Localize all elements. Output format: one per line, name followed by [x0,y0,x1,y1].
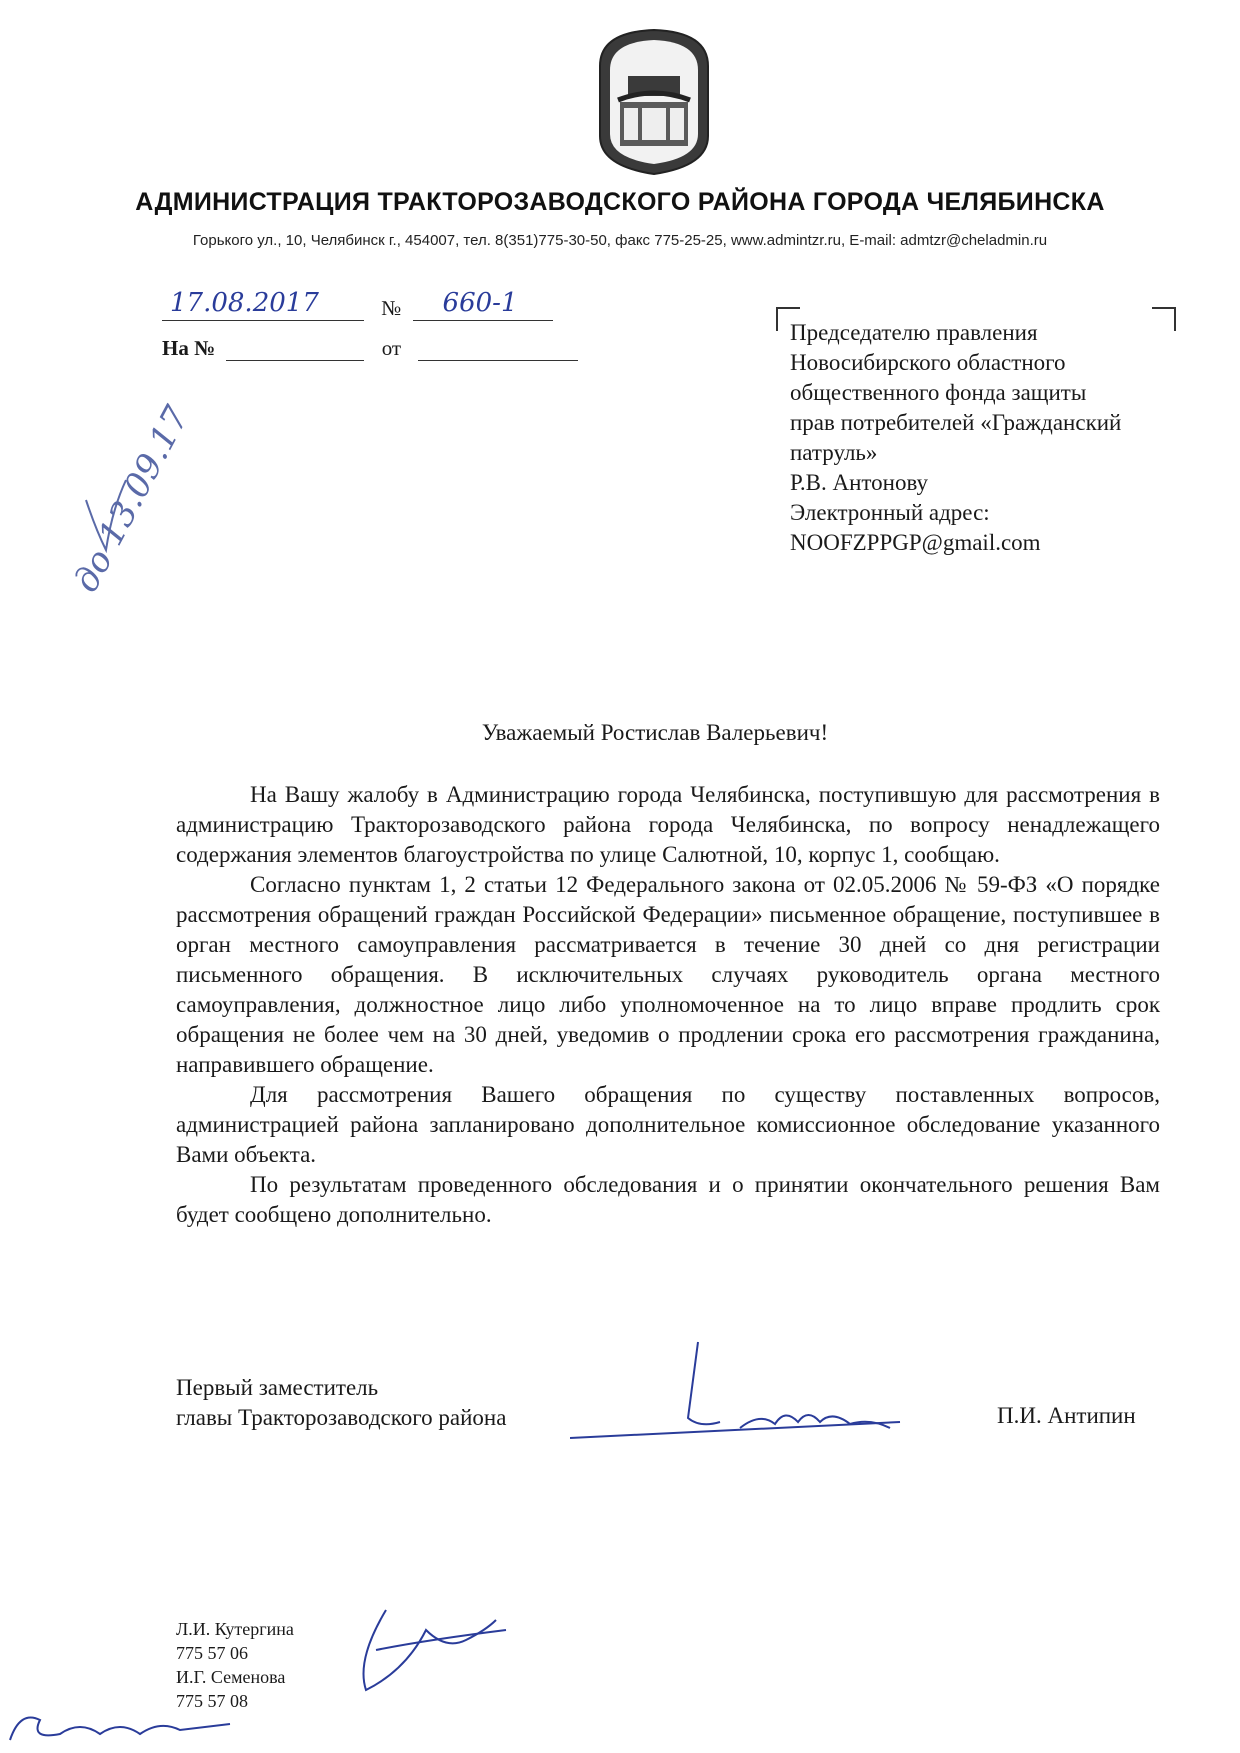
organization-title: АДМИНИСТРАЦИЯ ТРАКТОРОЗАВОДСКОГО РАЙОНА ГОРОДА ЧЕЛЯБИНСКА [135,188,1105,216]
executor-name: Л.И. Кутергина [176,1619,294,1639]
marginal-note [66,399,246,670]
date-field [162,288,364,321]
salutation: Уважаемый Ростислав Валерьевич! [481,720,829,745]
from-label: от [381,336,402,360]
marginal-deadline-note: до 13.09.17 [66,399,198,599]
reference-number-field [226,336,364,361]
reference-row [162,336,578,361]
reference-label: На № [162,336,216,360]
signer-role [176,1373,506,1433]
signer-role-line2: главы Тракторозаводского района [176,1405,507,1430]
body-paragraph: Согласно пунктам 1, 2 статьи 12 Федерального закона от 02.05.2006 № 59-ФЗ «О порядке рассмотрения обращений граждан Российской Федерации» письменное обращение, поступившее в орган местного самоуправления рассматривается в течение 30 дней со дня регистрации письменного обращения. В исключительных случаях руководитель органа местного самоуправления, должностное лицо либо уполномоченное на то лицо вправе продлить срок обращения не более чем на 30 дней, уведомив о продлении срока его рассмотрения гражданина, направившего обращение. [176,872,1160,1077]
recipient-line: Новосибирского областного [790,350,1066,375]
executor-phone: 775 57 06 [176,1643,248,1663]
recipient-email: NOOFZPPGP@gmail.com [790,530,1041,555]
district-crest [594,26,714,176]
reference-date-field [418,336,578,361]
registration-row [162,288,553,321]
organization-contacts: Горького ул., 10, Челябинск г., 454007, тел. 8(351)775-30-50, факс 775-25-25, www.admintzr.ru, E-mail: admtzr@cheladmin.ru [192,232,1048,249]
signer-name: П.И. Антипин [997,1403,1136,1428]
recipient-line: прав потребителей «Гражданский [790,410,1122,435]
recipient-line: Электронный адрес: [790,500,990,525]
executor-signature [346,1600,516,1705]
number-label: № [381,296,402,320]
recipient-line: патруль» [790,440,878,465]
handwritten-number: 660-1 [442,288,518,318]
body-paragraph: По результатам проведенного обследования и о принятии окончательного решения Вам будет сообщено дополнительно. [176,1172,1160,1227]
recipient-line: общественного фонда защиты [790,380,1087,405]
bottom-left-signature [0,1700,240,1753]
signer-role-line1: Первый заместитель [176,1375,379,1400]
handwritten-date: 17.08.2017 [170,288,319,318]
body-paragraph: Для рассмотрения Вашего обращения по существу поставленных вопросов, администрацией района запланировано дополнительное комиссионное обследование указанного Вами объекта. [176,1082,1160,1167]
recipient-line: Председателю правления [790,320,1038,345]
body-paragraph: На Вашу жалобу в Администрацию города Челябинска, поступившую для рассмотрения в администрацию Тракторозаводского района города Челябинска, по вопросу ненадлежащего содержания элементов благоустройства по улице Салютной, 10, корпус 1, сообщаю. [176,782,1160,867]
handwritten-signature [570,1338,910,1453]
recipient-block [790,318,1210,558]
letter-body [176,780,1160,1230]
executor-name: И.Г. Семенова [176,1667,286,1687]
recipient-line: Р.В. Антонову [790,470,929,495]
number-field [413,288,553,321]
executors-block [176,1617,294,1713]
executor-phone: 775 57 08 [176,1691,248,1711]
